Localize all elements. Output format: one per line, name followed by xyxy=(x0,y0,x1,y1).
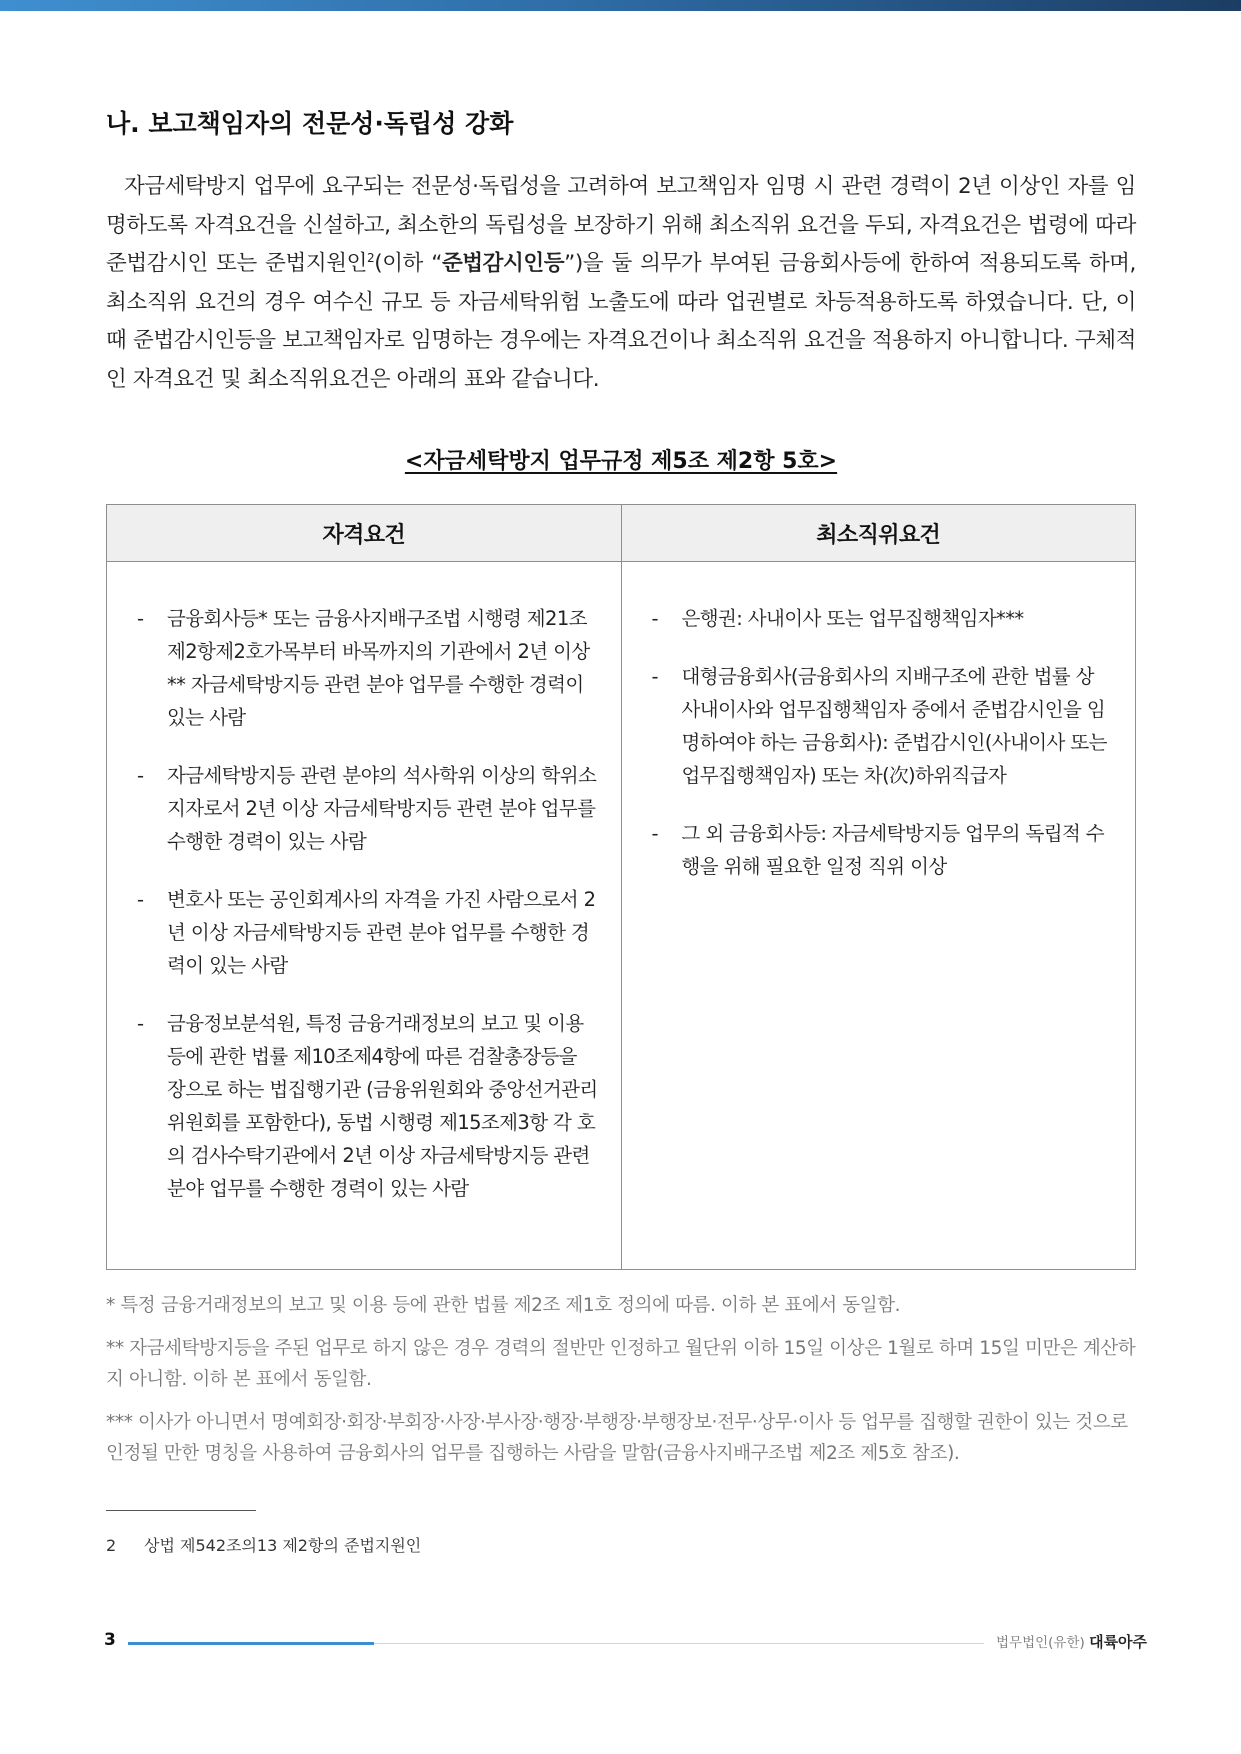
list-item: - 금융정보분석원, 특정 금융거래정보의 보고 및 이용 등에 관한 법률 제10조제4항에 따른 검찰총장등을 장으로 하는 법집행기관 (금융위원회와 중앙선거관리위원회를 포함한다), 동법 시행령 제15조제3항 각 호의 검사수탁기관에서 2년 이상 자금세탁방지등 관련 분야 업무를 수행한 경력이 있는 사람 xyxy=(137,1007,601,1205)
header-qualifications: 자격요건 xyxy=(107,505,622,562)
list-item: - 금융회사등* 또는 금융사지배구조법 시행령 제21조제2항제2호가목부터 바목까지의 기관에서 2년 이상** 자금세탁방지등 관련 분야 업무를 수행한 경력이 있는 사람 xyxy=(137,602,601,734)
list-item: - 은행권: 사내이사 또는 업무집행책임자*** xyxy=(652,602,1116,635)
footnote-number: 2 xyxy=(106,1536,117,1555)
list-item: - 자금세탁방지등 관련 분야의 석사학위 이상의 학위소지자로서 2년 이상 자금세탁방지등 관련 분야 업무를 수행한 경력이 있는 사람 xyxy=(137,759,601,858)
footer-accent-line xyxy=(128,1642,374,1645)
footnote-text: 상법 제542조의13 제2항의 준법지원인 xyxy=(144,1536,422,1555)
list-item: - 대형금융회사(금융회사의 지배구조에 관한 법률 상 사내이사와 업무집행책임자 중에서 준법감시인을 임명하여야 하는 금융회사): 준법감시인(사내이사 또는 업무집행책임자) 또는 차(次)하위직급자 xyxy=(652,660,1116,792)
note-triple-asterisk: *** 이사가 아니면서 명예회장·회장·부회장·사장·부사장·행장·부행장·부행장보·전무·상무·이사 등 업무를 집행할 권한이 있는 것으로 인정될 만한 명칭을 사용하여 금융회사의 업무를 집행하는 사람을 말함(금융사지배구조법 제2조 제5호 참조). xyxy=(106,1412,1128,1464)
note-double-asterisk: ** 자금세탁방지등을 주된 업무로 하지 않은 경우 경력의 절반만 인정하고 월단위 이하 15일 이상은 1월로 하며 15일 미만은 계산하지 아니함. 이하 본 표에서 동일함. xyxy=(106,1338,1136,1390)
requirements-table xyxy=(106,504,1136,1270)
paragraph-part1: 자금세탁방지 업무에 요구되는 전문성·독립성을 고려하여 보고책임자 임명 시 관련 경력이 2년 이상인 자를 임명하도록 자격요건을 신설하고, 최소한의 독립성을 보장하기 위해 최소직위 요건을 두되, 자격요건은 법령에 따라 준법감시인 또는 준법지원인 xyxy=(106,174,1136,276)
footer-divider-line xyxy=(374,1643,984,1644)
top-accent-bar xyxy=(0,0,1241,11)
qualifications-list xyxy=(137,602,601,1205)
footnote-reference: 2 xyxy=(366,250,375,265)
firm-name: 대륙아주 xyxy=(1089,1633,1148,1651)
body-paragraph xyxy=(106,168,1136,399)
positions-cell xyxy=(621,562,1136,1270)
firm-prefix: 법무법인(유한) xyxy=(996,1635,1085,1651)
footnote-divider xyxy=(106,1510,256,1511)
list-item: - 그 외 금융회사등: 자금세탁방지등 업무의 독립적 수행을 위해 필요한 일정 직위 이상 xyxy=(652,817,1116,883)
footnote xyxy=(106,1533,421,1556)
positions-list xyxy=(652,602,1116,883)
table-notes xyxy=(106,1290,1136,1481)
table-caption: <자금세탁방지 업무규정 제5조 제2항 5호> xyxy=(404,449,838,474)
firm-logo-text xyxy=(996,1631,1147,1652)
bold-term: 준법감시인등 xyxy=(441,251,565,276)
paragraph-part3: ”)을 둘 의무가 부여된 금융회사등에 한하여 적용되도록 하며, 최소직위 요건의 경우 여수신 규모 등 자금세탁위험 노출도에 따라 업권별로 차등적용하도록 하였습니다. 단, 이 때 준법감시인등을 보고책임자로 임명하는 경우에는 자격요건이나 최소직위 요건을 적용하지 아니합니다. 구체적인 자격요건 및 최소직위요건은 아래의 표와 같습니다. xyxy=(106,251,1136,392)
list-item: - 변호사 또는 공인회계사의 자격을 가진 사람으로서 2년 이상 자금세탁방지등 관련 분야 업무를 수행한 경력이 있는 사람 xyxy=(137,883,601,982)
section-heading: 나. 보고책임자의 전문성·독립성 강화 xyxy=(106,109,514,138)
qualifications-cell xyxy=(107,562,622,1270)
paragraph-part2: (이하 “ xyxy=(374,251,442,276)
header-minimum-position: 최소직위요건 xyxy=(621,505,1136,562)
note-single-asterisk: * 특정 금융거래정보의 보고 및 이용 등에 관한 법률 제2조 제1호 정의에 따름. 이하 본 표에서 동일함. xyxy=(106,1295,901,1316)
page-number: 3 xyxy=(104,1630,116,1650)
